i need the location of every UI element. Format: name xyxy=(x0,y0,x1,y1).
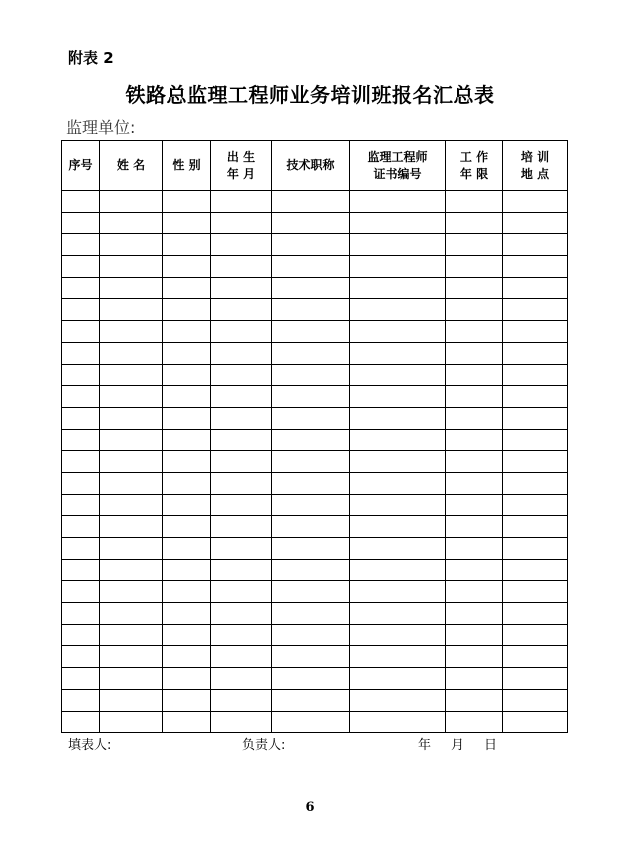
table-cell[interactable] xyxy=(503,299,568,321)
table-cell[interactable] xyxy=(62,624,100,646)
table-cell[interactable] xyxy=(100,429,163,451)
table-cell[interactable] xyxy=(62,603,100,625)
table-cell[interactable] xyxy=(163,472,211,494)
table-cell[interactable] xyxy=(62,342,100,364)
table-cell[interactable] xyxy=(163,429,211,451)
table-cell[interactable] xyxy=(272,429,350,451)
table-cell[interactable] xyxy=(163,646,211,668)
month-label: 月 xyxy=(451,738,465,753)
day-label: 日 xyxy=(484,738,498,753)
table-row xyxy=(62,646,568,668)
table-cell[interactable] xyxy=(62,559,100,581)
table-cell[interactable] xyxy=(163,321,211,343)
table-cell[interactable] xyxy=(503,494,568,516)
table-cell[interactable] xyxy=(350,581,446,603)
table-cell[interactable] xyxy=(350,342,446,364)
table-cell[interactable] xyxy=(100,472,163,494)
table-cell[interactable] xyxy=(350,711,446,733)
table-cell[interactable] xyxy=(211,603,272,625)
table-row xyxy=(62,407,568,429)
page-number: 6 xyxy=(305,800,315,815)
table-cell[interactable] xyxy=(350,256,446,278)
table-cell[interactable] xyxy=(163,689,211,711)
table-cell[interactable] xyxy=(272,299,350,321)
table-cell[interactable] xyxy=(211,386,272,408)
table-cell[interactable] xyxy=(62,256,100,278)
table-cell[interactable] xyxy=(163,386,211,408)
table-cell[interactable] xyxy=(62,581,100,603)
table-cell[interactable] xyxy=(100,603,163,625)
table-cell[interactable] xyxy=(446,624,503,646)
table-cell[interactable] xyxy=(100,689,163,711)
table-cell[interactable] xyxy=(62,407,100,429)
table-cell[interactable] xyxy=(503,603,568,625)
table-cell[interactable] xyxy=(350,299,446,321)
table-cell[interactable] xyxy=(503,364,568,386)
table-cell[interactable] xyxy=(446,689,503,711)
table-row xyxy=(62,191,568,213)
table-cell[interactable] xyxy=(272,603,350,625)
table-cell[interactable] xyxy=(100,668,163,690)
table-cell[interactable] xyxy=(503,559,568,581)
table-row xyxy=(62,559,568,581)
table-cell[interactable] xyxy=(446,342,503,364)
table-cell[interactable] xyxy=(163,407,211,429)
table-cell[interactable] xyxy=(350,212,446,234)
table-cell[interactable] xyxy=(211,256,272,278)
table-cell[interactable] xyxy=(211,451,272,473)
table-cell[interactable] xyxy=(503,212,568,234)
table-cell[interactable] xyxy=(62,711,100,733)
column-header xyxy=(503,141,568,191)
table-cell[interactable] xyxy=(446,256,503,278)
table-cell[interactable] xyxy=(446,538,503,560)
table-cell[interactable] xyxy=(350,386,446,408)
table-cell[interactable] xyxy=(211,624,272,646)
table-cell[interactable] xyxy=(446,451,503,473)
form-title: 铁路总监理工程师业务培训班报名汇总表 xyxy=(125,83,495,107)
table-cell[interactable] xyxy=(211,538,272,560)
table-cell[interactable] xyxy=(211,212,272,234)
table-cell[interactable] xyxy=(446,191,503,213)
column-header-text: 培 训 xyxy=(520,149,550,164)
table-cell[interactable] xyxy=(446,234,503,256)
table-cell[interactable] xyxy=(211,277,272,299)
table-row xyxy=(62,277,568,299)
table-cell[interactable] xyxy=(100,234,163,256)
table-cell[interactable] xyxy=(350,364,446,386)
table-cell[interactable] xyxy=(163,277,211,299)
table-cell[interactable] xyxy=(503,516,568,538)
table-cell[interactable] xyxy=(350,624,446,646)
table-cell[interactable] xyxy=(211,342,272,364)
table-cell[interactable] xyxy=(100,451,163,473)
table-cell[interactable] xyxy=(446,407,503,429)
table-cell[interactable] xyxy=(163,212,211,234)
column-header xyxy=(272,141,350,191)
table-cell[interactable] xyxy=(503,711,568,733)
table-row xyxy=(62,212,568,234)
table-cell[interactable] xyxy=(100,559,163,581)
table-cell[interactable] xyxy=(211,516,272,538)
table-cell[interactable] xyxy=(446,668,503,690)
table-cell[interactable] xyxy=(100,646,163,668)
table-cell[interactable] xyxy=(446,494,503,516)
table-cell[interactable] xyxy=(62,277,100,299)
table-cell[interactable] xyxy=(163,603,211,625)
table-cell[interactable] xyxy=(503,646,568,668)
table-cell[interactable] xyxy=(100,581,163,603)
table-cell[interactable] xyxy=(62,494,100,516)
table-cell[interactable] xyxy=(163,299,211,321)
table-cell[interactable] xyxy=(272,711,350,733)
table-cell[interactable] xyxy=(272,321,350,343)
table-cell[interactable] xyxy=(503,538,568,560)
table-cell[interactable] xyxy=(100,407,163,429)
table-cell[interactable] xyxy=(100,342,163,364)
table-cell[interactable] xyxy=(211,646,272,668)
table-cell[interactable] xyxy=(272,191,350,213)
table-cell[interactable] xyxy=(163,559,211,581)
column-header-text: 监理工程师 xyxy=(367,149,428,164)
table-row xyxy=(62,234,568,256)
table-cell[interactable] xyxy=(62,191,100,213)
table-row xyxy=(62,689,568,711)
table-cell[interactable] xyxy=(100,494,163,516)
table-row xyxy=(62,364,568,386)
table-cell[interactable] xyxy=(503,451,568,473)
table-cell[interactable] xyxy=(350,559,446,581)
filler-label: 填表人: xyxy=(68,738,112,753)
table-cell[interactable] xyxy=(272,559,350,581)
table-row xyxy=(62,256,568,278)
table-row xyxy=(62,581,568,603)
table-row xyxy=(62,342,568,364)
table-cell[interactable] xyxy=(100,321,163,343)
column-header-text: 年 月 xyxy=(226,166,256,181)
table-cell[interactable] xyxy=(211,581,272,603)
table-cell[interactable] xyxy=(272,516,350,538)
table-cell[interactable] xyxy=(350,277,446,299)
table-cell[interactable] xyxy=(62,668,100,690)
table-cell[interactable] xyxy=(446,299,503,321)
table-cell[interactable] xyxy=(350,191,446,213)
table-cell[interactable] xyxy=(211,407,272,429)
table-row xyxy=(62,711,568,733)
table-cell[interactable] xyxy=(272,494,350,516)
column-header xyxy=(350,141,446,191)
table-cell[interactable] xyxy=(211,191,272,213)
table-cell[interactable] xyxy=(100,386,163,408)
column-header-text: 出 生 xyxy=(226,149,256,164)
table-cell[interactable] xyxy=(350,321,446,343)
table-cell[interactable] xyxy=(503,191,568,213)
table-cell[interactable] xyxy=(163,516,211,538)
table-cell[interactable] xyxy=(163,624,211,646)
table-cell[interactable] xyxy=(211,364,272,386)
table-cell[interactable] xyxy=(100,299,163,321)
table-cell[interactable] xyxy=(62,234,100,256)
table-cell[interactable] xyxy=(272,364,350,386)
table-cell[interactable] xyxy=(272,646,350,668)
table-cell[interactable] xyxy=(163,234,211,256)
column-header xyxy=(211,141,272,191)
table-cell[interactable] xyxy=(62,451,100,473)
table-cell[interactable] xyxy=(503,234,568,256)
table-cell[interactable] xyxy=(503,386,568,408)
table-cell[interactable] xyxy=(163,668,211,690)
table-cell[interactable] xyxy=(350,429,446,451)
table-cell[interactable] xyxy=(62,689,100,711)
table-cell[interactable] xyxy=(62,429,100,451)
table-cell[interactable] xyxy=(446,386,503,408)
table-cell[interactable] xyxy=(62,646,100,668)
table-cell[interactable] xyxy=(350,689,446,711)
table-cell[interactable] xyxy=(100,516,163,538)
table-cell[interactable] xyxy=(100,364,163,386)
table-cell[interactable] xyxy=(503,624,568,646)
table-cell[interactable] xyxy=(163,451,211,473)
table-row xyxy=(62,494,568,516)
table-body xyxy=(62,191,568,733)
table-cell[interactable] xyxy=(62,472,100,494)
table-cell[interactable] xyxy=(350,516,446,538)
table-cell[interactable] xyxy=(211,429,272,451)
table-cell[interactable] xyxy=(350,451,446,473)
column-header xyxy=(163,141,211,191)
table-cell[interactable] xyxy=(446,429,503,451)
table-cell[interactable] xyxy=(62,516,100,538)
column-header xyxy=(446,141,503,191)
table-cell[interactable] xyxy=(100,277,163,299)
table-cell[interactable] xyxy=(446,516,503,538)
table-cell[interactable] xyxy=(272,234,350,256)
table-row xyxy=(62,472,568,494)
table-cell[interactable] xyxy=(503,256,568,278)
date-field xyxy=(418,734,497,753)
table-cell[interactable] xyxy=(446,581,503,603)
table-cell[interactable] xyxy=(62,386,100,408)
table-row xyxy=(62,386,568,408)
year-label: 年 xyxy=(418,738,432,753)
table-row xyxy=(62,299,568,321)
table-cell[interactable] xyxy=(350,603,446,625)
table-cell[interactable] xyxy=(100,191,163,213)
table-cell[interactable] xyxy=(272,472,350,494)
table-cell[interactable] xyxy=(503,321,568,343)
column-header xyxy=(100,141,163,191)
column-header-text: 性 别 xyxy=(172,158,201,172)
attachment-label: 附表 2 xyxy=(68,49,114,67)
table-cell[interactable] xyxy=(272,689,350,711)
table-cell[interactable] xyxy=(62,212,100,234)
table-cell[interactable] xyxy=(62,538,100,560)
table-row xyxy=(62,429,568,451)
table-cell[interactable] xyxy=(211,472,272,494)
table-row xyxy=(62,668,568,690)
table-row xyxy=(62,624,568,646)
table-cell[interactable] xyxy=(163,538,211,560)
table-cell[interactable] xyxy=(503,429,568,451)
table-cell[interactable] xyxy=(62,364,100,386)
table-cell[interactable] xyxy=(100,256,163,278)
table-cell[interactable] xyxy=(163,711,211,733)
table-cell[interactable] xyxy=(211,668,272,690)
table-cell[interactable] xyxy=(350,538,446,560)
table-cell[interactable] xyxy=(272,624,350,646)
table-cell[interactable] xyxy=(503,668,568,690)
column-header-text: 序号 xyxy=(68,158,93,172)
table-cell[interactable] xyxy=(446,277,503,299)
table-cell[interactable] xyxy=(350,407,446,429)
table-cell[interactable] xyxy=(446,711,503,733)
table-cell[interactable] xyxy=(272,342,350,364)
table-cell[interactable] xyxy=(211,299,272,321)
table-cell[interactable] xyxy=(100,212,163,234)
table-cell[interactable] xyxy=(211,711,272,733)
table-cell[interactable] xyxy=(503,342,568,364)
table-cell[interactable] xyxy=(211,234,272,256)
table-cell[interactable] xyxy=(163,256,211,278)
column-header-text: 工 作 xyxy=(459,149,489,164)
column-header-text: 姓 名 xyxy=(116,158,146,172)
table-cell[interactable] xyxy=(163,364,211,386)
table-cell[interactable] xyxy=(446,646,503,668)
column-header-text: 技术职称 xyxy=(286,158,335,172)
table-cell[interactable] xyxy=(446,212,503,234)
table-cell[interactable] xyxy=(272,451,350,473)
table-cell[interactable] xyxy=(272,256,350,278)
column-header-text: 地 点 xyxy=(520,166,550,181)
table-cell[interactable] xyxy=(163,191,211,213)
table-row xyxy=(62,603,568,625)
table-cell[interactable] xyxy=(350,646,446,668)
table-cell[interactable] xyxy=(272,668,350,690)
table-row xyxy=(62,516,568,538)
table-cell[interactable] xyxy=(350,668,446,690)
table-cell[interactable] xyxy=(350,234,446,256)
table-cell[interactable] xyxy=(100,538,163,560)
table-cell[interactable] xyxy=(272,212,350,234)
table-cell[interactable] xyxy=(503,407,568,429)
table-row xyxy=(62,451,568,473)
table-cell[interactable] xyxy=(62,321,100,343)
table-cell[interactable] xyxy=(100,711,163,733)
table-cell[interactable] xyxy=(446,559,503,581)
table-cell[interactable] xyxy=(446,603,503,625)
table-cell[interactable] xyxy=(163,342,211,364)
supervision-unit-label: 监理单位: xyxy=(66,118,136,137)
column-header-text: 年 限 xyxy=(459,166,489,181)
table-row xyxy=(62,538,568,560)
table-cell[interactable] xyxy=(503,581,568,603)
table-cell[interactable] xyxy=(272,277,350,299)
table-cell[interactable] xyxy=(272,581,350,603)
column-header-text: 证书编号 xyxy=(373,166,422,181)
table-cell[interactable] xyxy=(446,364,503,386)
table-cell[interactable] xyxy=(100,624,163,646)
table-cell[interactable] xyxy=(211,494,272,516)
table-cell[interactable] xyxy=(350,472,446,494)
table-cell[interactable] xyxy=(503,689,568,711)
table-cell[interactable] xyxy=(211,559,272,581)
responsible-person-label: 负责人: xyxy=(242,738,286,753)
registration-table xyxy=(61,140,568,733)
table-cell[interactable] xyxy=(272,407,350,429)
table-cell[interactable] xyxy=(503,472,568,494)
table-cell[interactable] xyxy=(211,689,272,711)
table-cell[interactable] xyxy=(272,386,350,408)
table-cell[interactable] xyxy=(163,494,211,516)
table-cell[interactable] xyxy=(211,321,272,343)
table-cell[interactable] xyxy=(350,494,446,516)
table-cell[interactable] xyxy=(272,538,350,560)
table-cell[interactable] xyxy=(62,299,100,321)
table-cell[interactable] xyxy=(446,472,503,494)
table-header-row xyxy=(62,141,568,191)
table-cell[interactable] xyxy=(163,581,211,603)
table-cell[interactable] xyxy=(446,321,503,343)
column-header xyxy=(62,141,100,191)
table-row xyxy=(62,321,568,343)
table-cell[interactable] xyxy=(503,277,568,299)
